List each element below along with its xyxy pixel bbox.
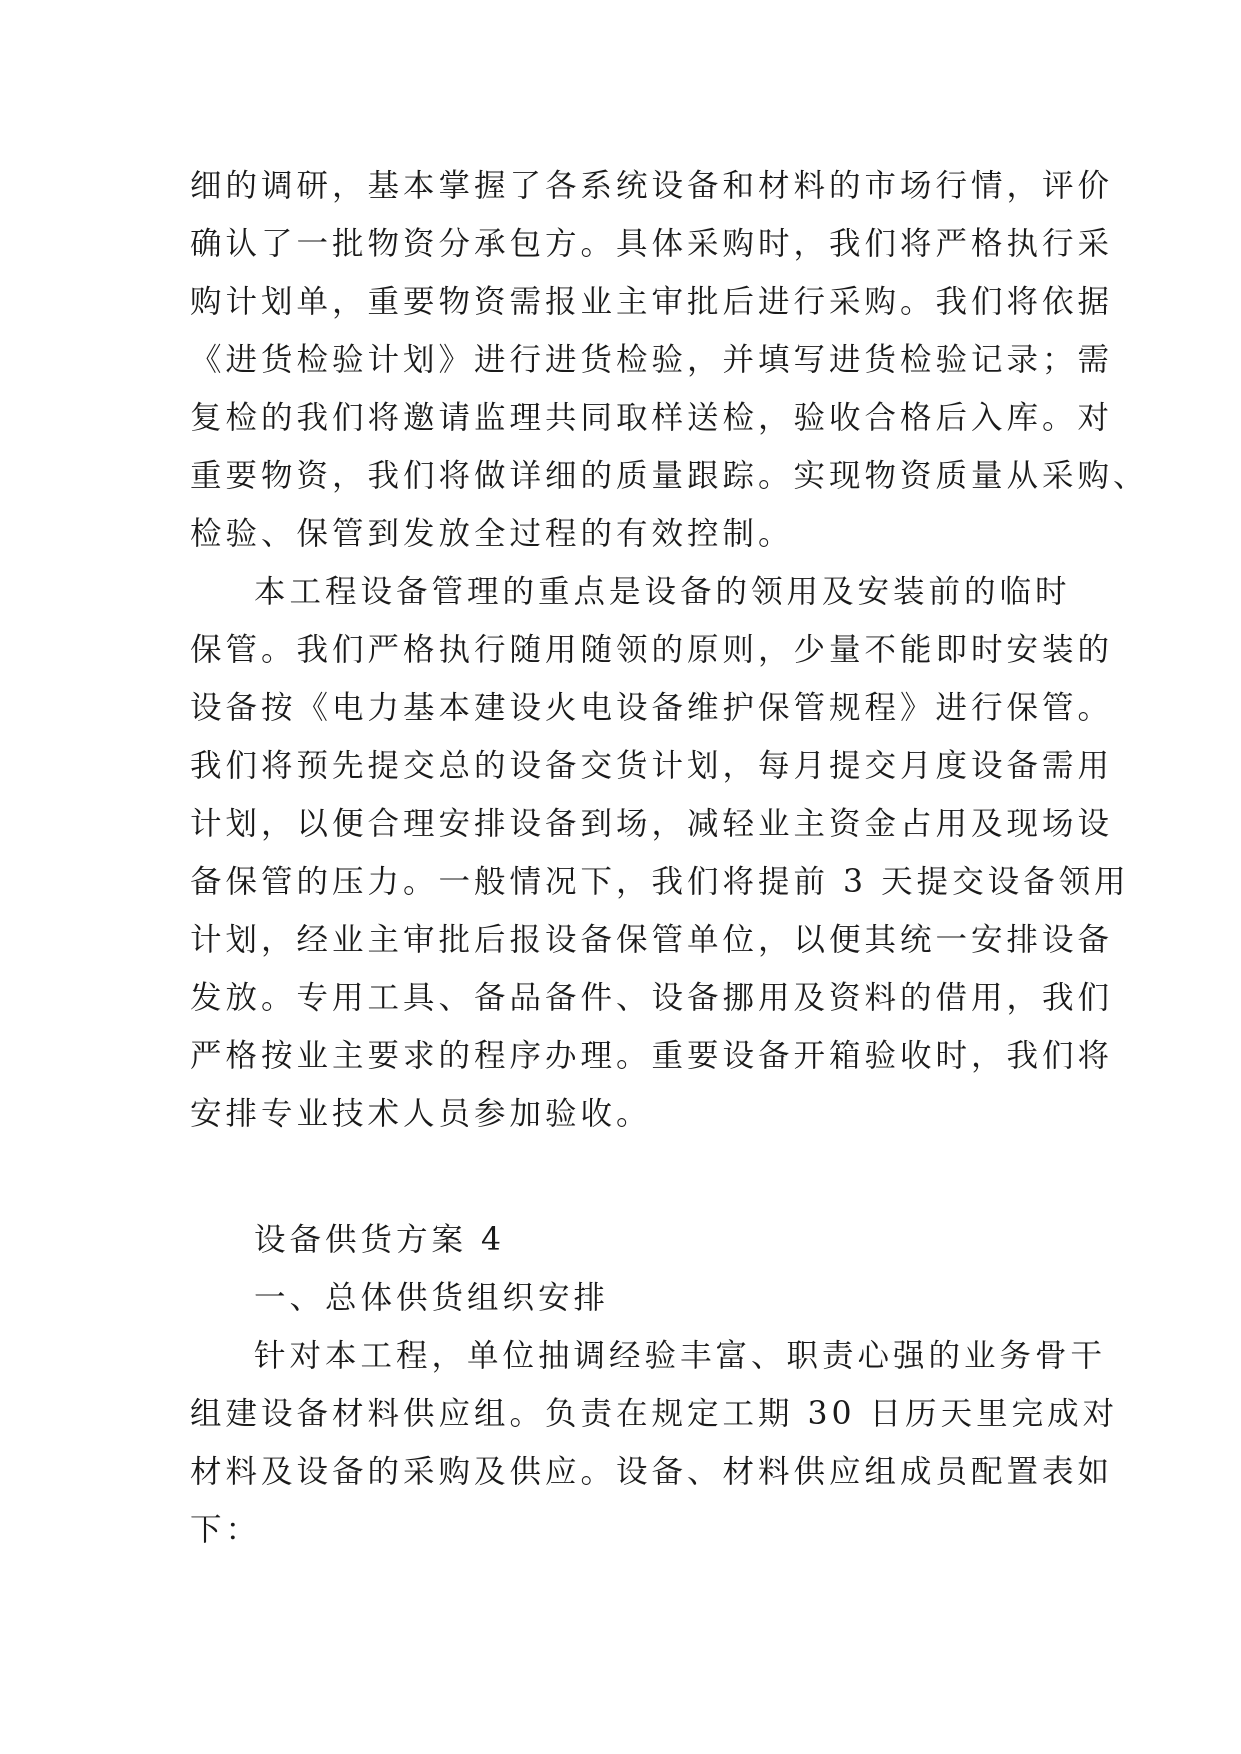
text-line: 本工程设备管理的重点是设备的领用及安装前的临时 [254, 574, 1071, 610]
text-line: 计划，以便合理安排设备到场，减轻业主资金占用及现场设 [190, 806, 1114, 842]
text-line: 重要物资，我们将做详细的质量跟踪。实现物资质量从采购、 [190, 458, 1149, 494]
text-line: 安排专业技术人员参加验收。 [190, 1096, 652, 1132]
text-line: 保管。我们严格执行随用随领的原则，少量不能即时安装的 [190, 632, 1114, 668]
text-line: 针对本工程，单位抽调经验丰富、职责心强的业务骨干 [254, 1338, 1107, 1374]
text-line: 组建设备材料供应组。负责在规定工期 30 日历天里完成对 [190, 1396, 1119, 1432]
text-line: 发放。专用工具、备品备件、设备挪用及资料的借用，我们 [190, 980, 1114, 1016]
text-line: 确认了一批物资分承包方。具体采购时，我们将严格执行采 [190, 226, 1114, 262]
section-title: 设备供货方案 4 [254, 1222, 506, 1258]
text-line: 计划，经业主审批后报设备保管单位，以便其统一安排设备 [190, 922, 1114, 958]
text-line: 我们将预先提交总的设备交货计划，每月提交月度设备需用 [190, 748, 1114, 784]
text-line: 严格按业主要求的程序办理。重要设备开箱验收时，我们将 [190, 1038, 1114, 1074]
text-line: 下： [190, 1512, 262, 1548]
section-supply-plan [190, 1211, 1119, 1559]
text-line: 购计划单，重要物资需报业主审批后进行采购。我们将依据 [190, 284, 1114, 320]
text-line: 备保管的压力。一般情况下，我们将提前 3 天提交设备领用 [190, 864, 1130, 900]
text-line: 细的调研，基本掌握了各系统设备和材料的市场行情，评价 [190, 168, 1114, 204]
text-line: 材料及设备的采购及供应。设备、材料供应组成员配置表如 [190, 1454, 1114, 1490]
text-line: 检验、保管到发放全过程的有效控制。 [190, 516, 794, 552]
text-line: 复检的我们将邀请监理共同取样送检，验收合格后入库。对 [190, 400, 1114, 436]
subsection-title: 一、总体供货组织安排 [254, 1280, 610, 1316]
paragraph-material-procurement [190, 157, 1149, 563]
text-line: 设备按《电力基本建设火电设备维护保管规程》进行保管。 [190, 690, 1114, 726]
paragraph-equipment-management [190, 563, 1130, 1143]
text-line: 《进货检验计划》进行进货检验，并填写进货检验记录；需 [190, 342, 1114, 378]
